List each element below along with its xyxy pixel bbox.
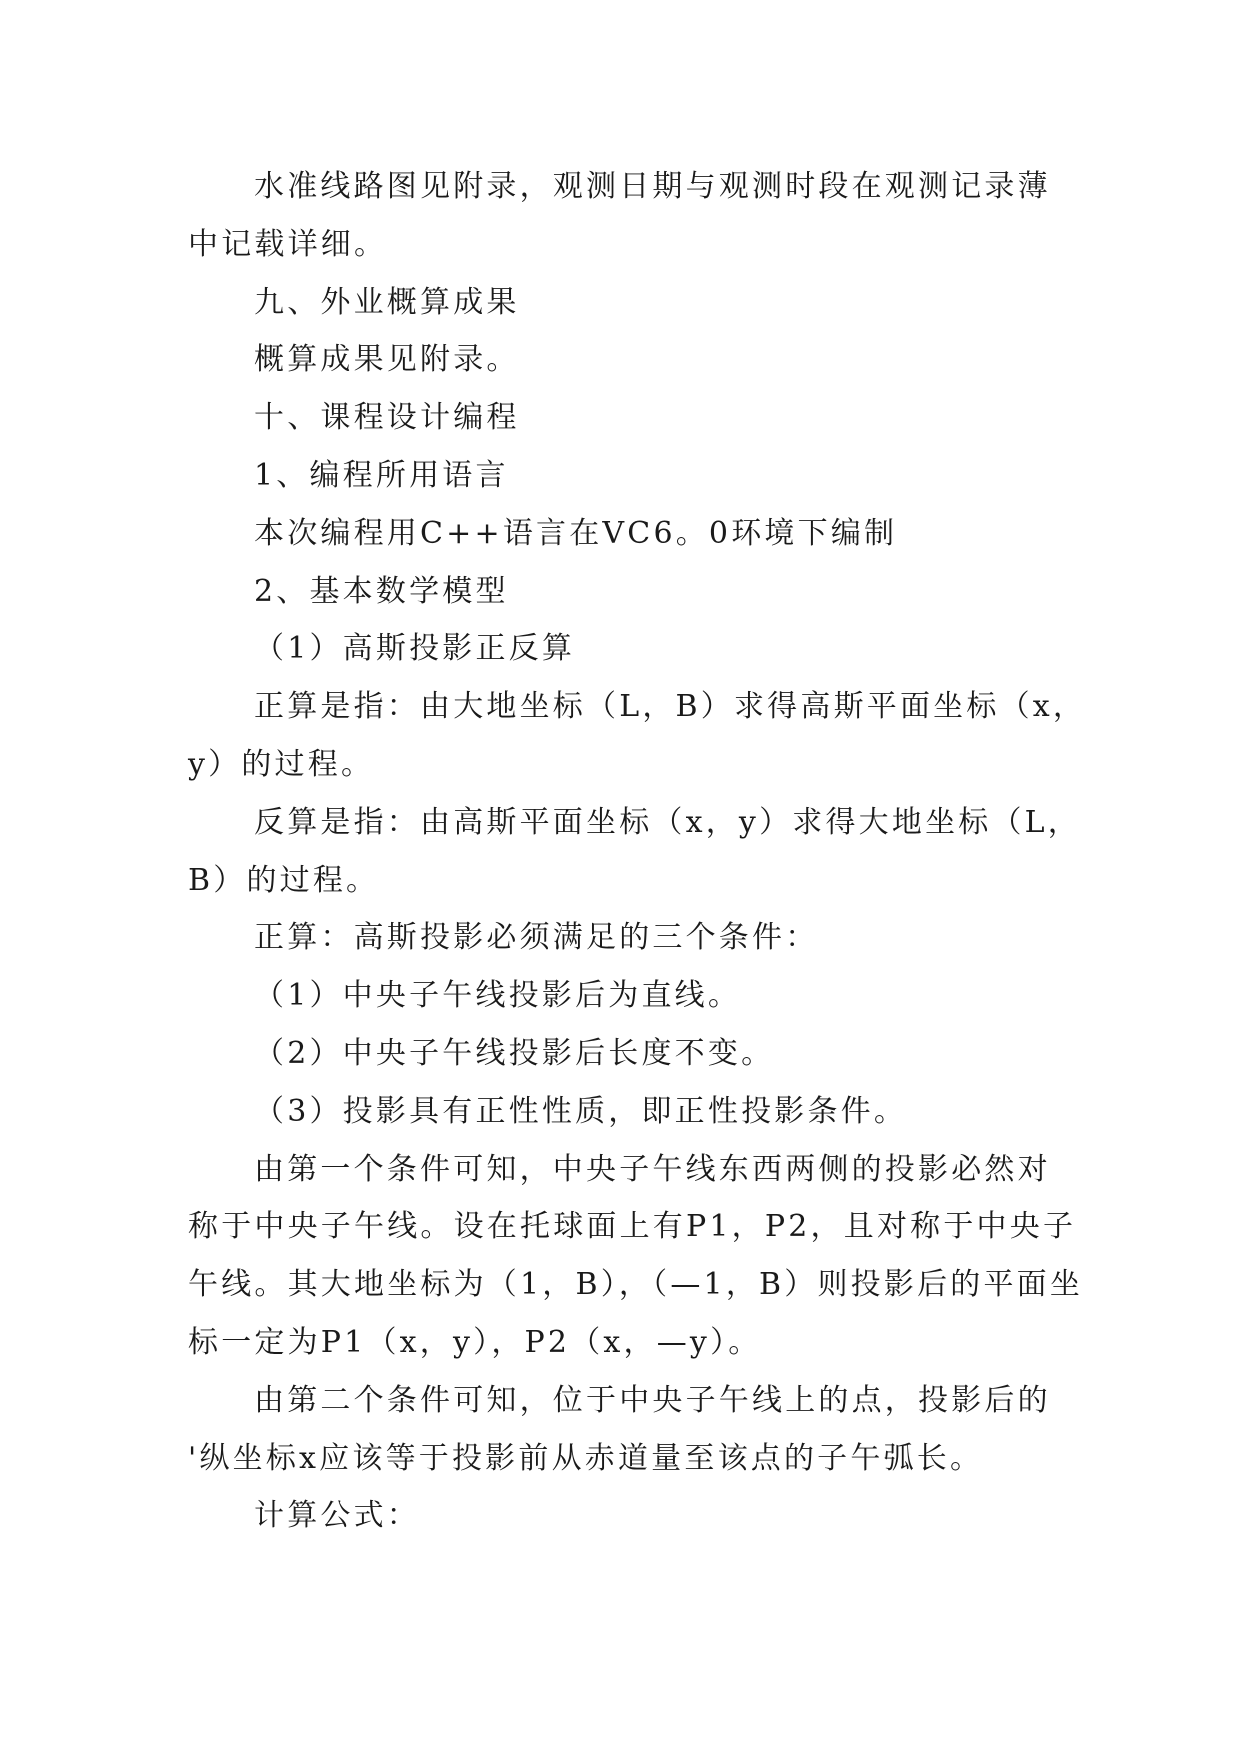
paragraph-line: 反算是指：由高斯平面坐标（x，y）求得大地坐标（L，: [254, 804, 1081, 840]
paragraph-line: B）的过程。: [188, 862, 380, 898]
subsection-heading: （1）高斯投影正反算: [254, 631, 576, 667]
paragraph-line: 水准线路图见附录，观测日期与观测时段在观测记录薄: [254, 169, 1051, 204]
paragraph-line: 中记载详细。: [188, 226, 388, 262]
list-item: （1）中央子午线投影后为直线。: [254, 978, 742, 1014]
list-item: （2）中央子午线投影后长度不变。: [254, 1035, 775, 1071]
paragraph-line: 正算是指：由大地坐标（L，B）求得高斯平面坐标（x，: [254, 689, 1087, 725]
paragraph-line: '纵坐标x应该等于投影前从赤道量至该点的子午弧长。: [188, 1440, 984, 1476]
paragraph-line: 本次编程用C++语言在VC6。0环境下编制: [254, 515, 898, 551]
section-heading: 十、课程设计编程: [254, 400, 520, 436]
paragraph-line: 计算公式：: [254, 1498, 420, 1534]
paragraph-line: 由第二个条件可知，位于中央子午线上的点，投影后的: [254, 1382, 1051, 1418]
paragraph-line: 由第一个条件可知，中央子午线东西两侧的投影必然对: [254, 1151, 1051, 1187]
paragraph-line: 午线。其大地坐标为（1，B），（—1，B）则投影后的平面坐: [188, 1267, 1084, 1303]
paragraph-line: 标一定为P1（x，y），P2（x，—y）。: [188, 1324, 762, 1360]
list-item: （3）投影具有正性性质，即正性投影条件。: [254, 1093, 908, 1129]
document-body: [188, 158, 1087, 1545]
paragraph-line: 称于中央子午线。设在托球面上有P1，P2，且对称于中央子: [188, 1209, 1077, 1245]
paragraph-line: 概算成果见附录。: [254, 342, 520, 378]
subsection-heading: 2、基本数学模型: [254, 573, 509, 609]
subsection-heading: 1、编程所用语言: [254, 457, 509, 493]
paragraph-line: y）的过程。: [188, 746, 375, 782]
section-heading: 九、外业概算成果: [254, 284, 520, 320]
paragraph-line: 正算：高斯投影必须满足的三个条件：: [254, 920, 819, 956]
